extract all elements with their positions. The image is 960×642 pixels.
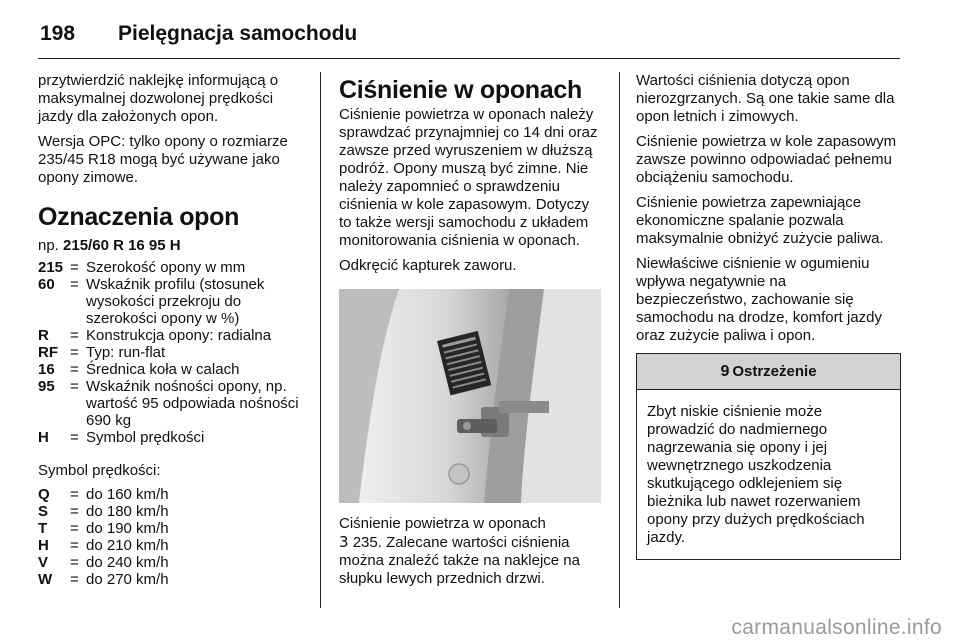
paragraph: przytwierdzić naklejkę informującą o maksymalnej dozwolonej prędkości jazdy dla założonych opon. [38,72,279,125]
speed-value: do 190 km/h [86,520,169,537]
speed-value: do 240 km/h [86,554,169,571]
definition-value: Szerokość opony w mm [86,259,246,276]
definition-key: R [38,327,49,344]
definition-key: H [38,429,49,446]
equals-sign: = [70,361,79,378]
equals-sign: = [70,259,79,276]
paragraph: Ciśnienie powietrza zapewniające ekonomiczne spalanie pozwala maksymalnie obniżyć zużycie paliwa. [636,194,884,247]
example-code: 215/60 R 16 95 H [63,237,181,254]
column-divider-2 [619,72,620,608]
equals-sign: = [70,554,79,571]
speed-row [38,554,308,571]
equals-sign: = [70,429,79,446]
equals-sign: = [70,327,79,344]
door-pillar-sticker-photo [339,289,601,503]
definition-value: Konstrukcja opony: radialna [86,327,272,344]
definition-value: Symbol prędkości [86,429,205,446]
equals-sign: = [70,276,79,293]
column-2 [339,72,604,595]
equals-sign: = [70,378,79,395]
definition-key: 16 [38,361,55,378]
definition-value: Średnica koła w calach [86,361,240,378]
watermark: carmanualsonline.info [731,616,942,639]
definition-value: Wskaźnik profilu (stosunek wysokości przekroju do szerokości opony w %) [86,276,265,327]
definition-row [38,344,308,361]
column-3 [636,72,901,560]
speed-value: do 210 km/h [86,537,169,554]
equals-sign: = [70,571,79,588]
warning-box [636,353,901,560]
speed-value: do 270 km/h [86,571,169,588]
section-heading: Oznaczenia opon [38,203,240,231]
equals-sign: = [70,503,79,520]
definition-row [38,327,308,344]
warning-header [637,354,900,390]
definition-value: Typ: run-flat [86,344,166,361]
warning-title: Ostrzeżenie [732,362,817,380]
paragraph: Wersja OPC: tylko opony o rozmiarze 235/45 R18 mogą być używane jako opony zimowe. [38,133,288,186]
chapter-title: Pielęgnacja samochodu [118,22,358,45]
paragraph: Niewłaściwe ciśnienie w ogumieniu wpływa negatywnie na bezpieczeństwo, zachowanie się samochodu na drodze, komfort jazdy oraz zużycie paliwa i opon. [636,255,882,344]
definition-key: 95 [38,378,55,395]
door-plug-icon [449,464,469,484]
speed-row [38,486,308,503]
speed-row [38,571,308,588]
paragraph: Wartości ciśnienia dotyczą opon nierozgrzanych. Są one takie same dla opon letnich i zimowych. [636,72,895,125]
definition-row [38,259,308,276]
page-reference-icon: 3 [339,533,349,551]
example-line [38,237,308,255]
section-heading: Ciśnienie w oponach [339,76,582,104]
page-header [40,14,357,54]
tire-code-definitions [38,259,308,446]
definition-row [38,378,308,429]
equals-sign: = [70,520,79,537]
definition-row [38,429,308,446]
speed-row [38,520,308,537]
speed-key: S [38,503,49,520]
speed-key: W [38,571,53,588]
photo-caption [339,515,604,588]
definition-row [38,361,308,378]
paragraph: Ciśnienie powietrza w kole zapasowym zawsze powinno odpowiadać pełnemu obciążeniu samochodu. [636,133,897,186]
definition-value: Wskaźnik nośności opony, np. wartość 95 odpowiada nośności 690 kg [86,378,299,429]
definition-key: RF [38,344,58,361]
equals-sign: = [70,537,79,554]
page-number: 198 [40,22,76,45]
column-1 [38,72,308,588]
speed-key: Q [38,486,50,503]
equals-sign: = [70,486,79,503]
paragraph: Odkręcić kapturek zaworu. [339,257,517,274]
warning-triangle-icon: 9 [720,362,730,380]
definition-key: 60 [38,276,55,293]
door-pillar-illustration [339,289,601,503]
speed-symbol-list [38,486,308,588]
speed-key: V [38,554,49,571]
definition-row [38,276,308,327]
definition-key: 215 [38,259,64,276]
speed-row [38,537,308,554]
speed-symbol-intro: Symbol prędkości: [38,462,161,479]
speed-value: do 180 km/h [86,503,169,520]
caption-text: 235. Zalecane wartości ciśnienia można znaleźć także na naklejce na słupku lewych przednich drzwi. [339,534,580,587]
paragraph: Ciśnienie powietrza w oponach należy sprawdzać przynajmniej co 14 dni oraz zawsze przed wyruszeniem w dłuższą podróż. Opony muszą być zimne. Nie należy zapomnieć o sprawdzeniu ciśnienia w kole zapasowym. Dotyczy to także wersji samochodu z układem monitorowania ciśnienia w oponach. [339,106,598,249]
speed-value: do 160 km/h [86,486,169,503]
example-prefix: np. [38,237,64,254]
header-divider [38,58,900,59]
warning-body: Zbyt niskie ciśnienie może prowadzić do nadmiernego nagrzewania się opony i jej wewnętrznego uszkodzenia skutkującego odklejeniem się bieżnika lub nawet rozerwaniem opony przy dużych prędkościach jazdy. [647,403,865,546]
equals-sign: = [70,344,79,361]
speed-key: T [38,520,48,537]
speed-key: H [38,537,49,554]
column-divider-1 [320,72,321,608]
speed-row [38,503,308,520]
caption-line: Ciśnienie powietrza w oponach [339,515,546,532]
